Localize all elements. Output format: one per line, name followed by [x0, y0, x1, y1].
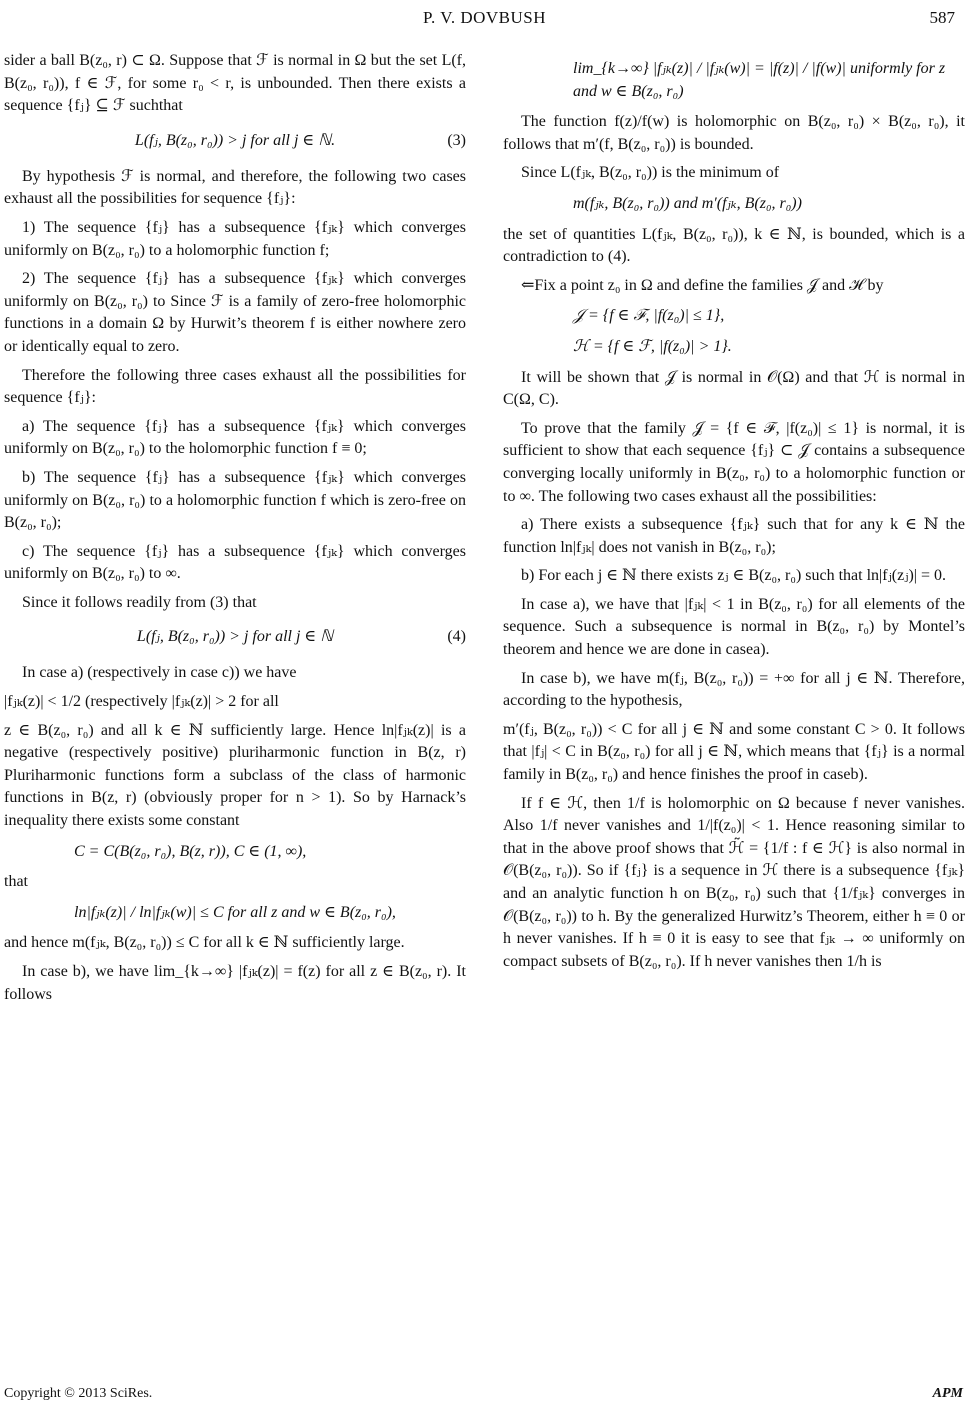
inline-equation: |fⱼₖ(z)| < 1/2 (respectively |fⱼₖ(z)| > 2 for all	[4, 693, 279, 711]
equation-body: L(fⱼ, B(z₀, r₀)) > j for all j ∈ ℕ	[136, 628, 334, 646]
equation-body: L(fⱼ, B(z₀, r₀)) > j for all j ∈ ℕ.	[134, 131, 336, 149]
page-footer	[0, 1386, 969, 1408]
paragraph: 1) The sequence {fⱼ} has a subsequence {fⱼₖ} which converges uniformly on B(z₀, r₀) to a holomorphic function f;	[4, 218, 466, 259]
equation-number: (3)	[447, 131, 466, 149]
equation-3	[4, 130, 466, 154]
paragraph: c) The sequence {fⱼ} has a subsequence {fⱼₖ} which converges uniformly on B(z₀, r₀) to ∞.	[4, 542, 466, 583]
paragraph: and hence m(fⱼₖ, B(z₀, r₀)) ≤ C for all k ∈ ℕ sufficiently large.	[4, 934, 405, 952]
paragraph: To prove that the family 𝒥 = {f ∈ ℱ, |f(z₀)| ≤ 1} is normal, it is sufficient to show that each sequence {fⱼ} ⊂ 𝒥 contains a subsequence converging locally uniformly in B(z₀, r₀) to a holomorphic function or to ∞. The following two cases exhaust all the possibilities:	[503, 419, 965, 505]
equation-family-j: 𝒥 = {f ∈ ℱ, |f(z₀)| ≤ 1},	[573, 307, 725, 325]
paragraph: In case b), we have m(fⱼ, B(z₀, r₀)) = +∞ for all j ∈ ℕ. Therefore, according to the hypothesis,	[503, 669, 965, 710]
paragraph: Since L(fⱼₖ, B(z₀, r₀)) is the minimum of	[521, 164, 780, 182]
paragraph: Therefore the following three cases exhaust all the possibilities for sequence {fⱼ}:	[4, 366, 466, 407]
paragraph: ⇐Fix a point z₀ in Ω and define the families 𝒥 and ℋ by	[521, 276, 884, 294]
paragraph: The function f(z)/f(w) is holomorphic on B(z₀, r₀) × B(z₀, r₀), it follows that m′(f, B(z₀, r₀)) is bounded.	[503, 113, 965, 153]
right-column	[503, 50, 965, 979]
paragraph: By hypothesis ℱ is normal, and therefore, the following two cases exhaust all the possibilities for sequence {fⱼ}:	[4, 167, 466, 208]
paragraph: z ∈ B(z₀, r₀) and all k ∈ ℕ sufficiently large. Hence ln|fⱼₖ(z)| is a negative (respectively positive) pluriharmonic function in B(z, r) Pluriharmonic functions form a subclass of the class of harmonic functions in B(z, r) (obviously proper for n > 1). So by Harnack’s inequality there exists some constant	[4, 721, 466, 830]
equation-ratio-bound: ln|fⱼₖ(z)| / ln|fⱼₖ(w)| ≤ C for all z and w ∈ B(z₀, r₀),	[74, 903, 396, 921]
paragraph: sider a ball B(z₀, r) ⊂ Ω. Suppose that ℱ is normal in Ω but the set L(f, B(z₀, r₀)), f ∈ ℱ, for some r₀ < r, is unbounded. Then there exists a sequence {fⱼ} ⊆ ℱ suchthat	[4, 52, 466, 115]
paragraph: a) The sequence {fⱼ} has a subsequence {fⱼₖ} which converges uniformly on B(z₀, r₀) to the holomorphic function f ≡ 0;	[4, 417, 466, 458]
paragraph: It will be shown that 𝒥 is normal in 𝒪(Ω) and that ℋ is normal in C(Ω, C).	[503, 368, 965, 409]
paragraph: b) The sequence {fⱼ} has a subsequence {fⱼₖ} which converges uniformly on B(z₀, r₀) to a holomorphic function f which is zero-free on B(z₀, r₀);	[4, 468, 466, 532]
paragraph: 2) The sequence {fⱼ} has a subsequence {fⱼₖ} which converges uniformly on B(z₀, r₀) to Since ℱ is a family of zero-free holomorphic functions in a domain Ω by Hurwit’s theorem f is either nowhere zero or identically equal to zero.	[4, 270, 466, 355]
equation-min-quantities: m(fⱼₖ, B(z₀, r₀)) and m′(fⱼₖ, B(z₀, r₀))	[573, 194, 802, 212]
paragraph: Since it follows readily from (3) that	[22, 593, 257, 611]
page-number: 587	[929, 8, 955, 27]
copyright-notice: Copyright © 2013 SciRes.	[4, 1386, 153, 1401]
equation-family-h: ℋ = {f ∈ ℱ, |f(z₀)| > 1}.	[573, 337, 732, 355]
paragraph: b) For each j ∈ ℕ there exists zⱼ ∈ B(z₀, r₀) such that ln|fⱼ(zⱼ)| = 0.	[521, 567, 947, 585]
running-head: P. V. DOVBUSH	[422, 8, 547, 27]
equation-number: (4)	[447, 628, 466, 646]
left-column	[4, 50, 466, 1012]
paragraph: m′(fⱼ, B(z₀, r₀)) < C for all j ∈ ℕ and some constant C > 0. It follows that |fⱼ| < C in B(z₀, r₀) for all j ∈ ℕ, which means that {fⱼ} is a normal family in B(z₀, r₀) and hence finishes the proof in caseb).	[503, 720, 965, 784]
paragraph: the set of quantities L(fⱼₖ, B(z₀, r₀)), k ∈ ℕ, is bounded, which is a contradiction to (4).	[503, 225, 965, 266]
paragraph: that	[4, 873, 28, 891]
equation-harnack-constant: C = C(B(z₀, r₀), B(z, r)), C ∈ (1, ∞),	[74, 842, 307, 860]
page-header	[0, 8, 969, 34]
equation-4	[4, 626, 466, 650]
journal-abbreviation: APM	[932, 1386, 963, 1401]
paragraph: In case a), we have that |fⱼₖ| < 1 in B(z₀, r₀) for all elements of the sequence. Such a subsequence is normal in B(z₀, r₀) by Montel’s theorem and hence we are done in casea).	[503, 595, 965, 659]
paragraph: If f ∈ ℋ, then 1/f is holomorphic on Ω because f never vanishes. Also 1/f never vanishes and 1/|f(z₀)| < 1. Hence reasoning similar to that in the above proof shows that ℋ̃ = {1/f : f ∈ ℋ} is also normal in 𝒪(B(z₀, r₀)). So if {fⱼ} is a sequence in ℋ there is a subsequence {fⱼₖ} and an analytic function h on B(z₀, r₀) such that {1/fⱼₖ} converges in 𝒪(B(z₀, r₀)) to h. By the generalized Hurwitz’s Theorem, either h ≡ 0 or h never vanishes. If h ≡ 0 it is easy to see that fⱼₖ → ∞ uniformly on compact subsets of B(z₀, r₀). If h never vanishes then 1/h is	[503, 794, 965, 970]
equation-limit-ratio: lim_{k→∞} |fⱼₖ(z)| / |fⱼₖ(w)| = |f(z)| / |f(w)| uniformly for z and w ∈ B(z₀, r₀)	[573, 60, 946, 100]
paragraph: a) There exists a subsequence {fⱼₖ} such that for any k ∈ ℕ the function ln|fⱼₖ| does not vanish in B(z₀, r₀);	[503, 516, 965, 556]
paragraph: In case b), we have lim_{k→∞} |fⱼₖ(z)| = f(z) for all z ∈ B(z₀, r). It follows	[4, 963, 466, 1003]
paragraph: In case a) (respectively in case c)) we have	[22, 664, 297, 682]
